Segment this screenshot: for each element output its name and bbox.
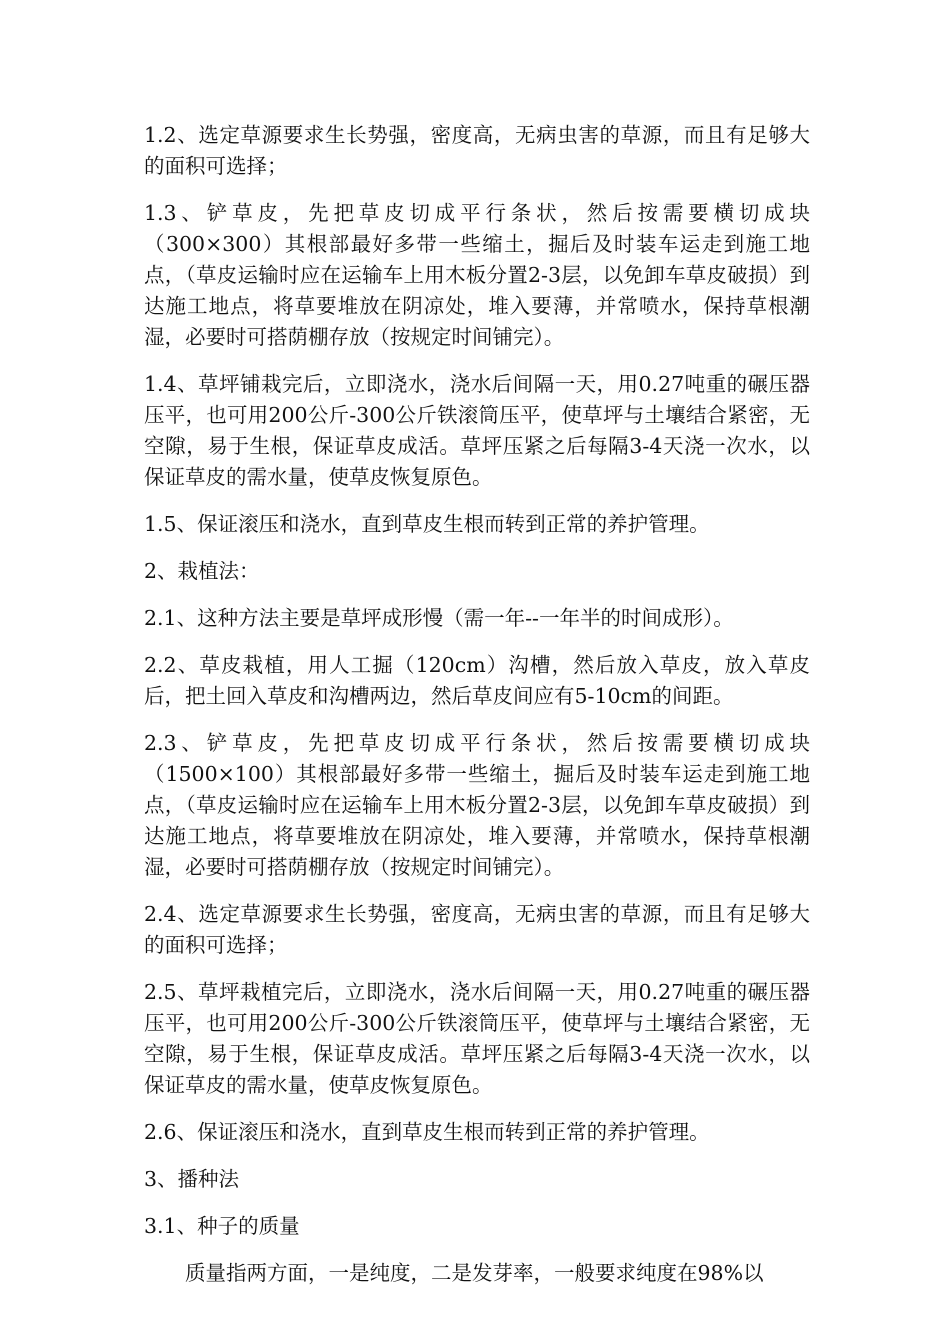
paragraph-2-3: 2.3、铲草皮，先把草皮切成平行条状，然后按需要横切成块（1500×100）其根部最好多带一些缩土，掘后及时装车运走到施工地点，（草皮运输时应在运输车上用木板分置2-3层，以免卸车草皮破损）到达施工地点，将草要堆放在阴凉处，堆入要薄，并常喷水，保持草根潮湿，必要时可搭荫棚存放（按规定时间铺完）。	[144, 731, 810, 879]
paragraph-1-2: 1.2、选定草源要求生长势强，密度高，无病虫害的草源，而且有足够大的面积可选择；	[144, 123, 810, 178]
paragraph-2-6: 2.6、保证滚压和浇水，直到草皮生根而转到正常的养护管理。	[144, 1120, 710, 1144]
paragraph-1-4: 1.4、草坪铺栽完后，立即浇水，浇水后间隔一天，用0.27吨重的碾压器压平，也可用200公斤-300公斤铁滚筒压平，使草坪与土壤结合紧密，无空隙，易于生根，保证草皮成活。草坪压紧之后每隔3-4天浇一次水，以保证草皮的需水量，使草皮恢复原色。	[144, 372, 810, 489]
paragraph-1-3: 1.3、铲草皮，先把草皮切成平行条状，然后按需要横切成块（300×300）其根部最好多带一些缩土，掘后及时装车运走到施工地点，（草皮运输时应在运输车上用木板分置2-3层，以免卸车草皮破损）到达施工地点，将草要堆放在阴凉处，堆入要薄，并常喷水，保持草根潮湿，必要时可搭荫棚存放（按规定时间铺完）。	[144, 201, 810, 349]
paragraph-2-1: 2.1、这种方法主要是草坪成形慢（需一年--一年半的时间成形）。	[144, 606, 734, 630]
paragraph-2-4: 2.4、选定草源要求生长势强，密度高，无病虫害的草源，而且有足够大的面积可选择；	[144, 902, 810, 957]
section-heading-3: 3、播种法	[144, 1167, 240, 1191]
document-body	[144, 120, 810, 1305]
section-heading-2: 2、栽植法：	[144, 559, 260, 583]
paragraph-1-5: 1.5、保证滚压和浇水，直到草皮生根而转到正常的养护管理。	[144, 512, 710, 536]
paragraph-seed-quality: 质量指两方面，一是纯度，二是发芽率，一般要求纯度在98%以	[185, 1261, 764, 1285]
paragraph-2-2: 2.2、草皮栽植，用人工掘（120cm）沟槽，然后放入草皮，放入草皮后，把土回入草皮和沟槽两边，然后草皮间应有5-10cm的间距。	[144, 653, 810, 708]
subsection-heading-3-1: 3.1、种子的质量	[144, 1214, 300, 1238]
paragraph-2-5: 2.5、草坪栽植完后，立即浇水，浇水后间隔一天，用0.27吨重的碾压器压平，也可用200公斤-300公斤铁滚筒压平，使草坪与土壤结合紧密，无空隙，易于生根，保证草皮成活。草坪压紧之后每隔3-4天浇一次水，以保证草皮的需水量，使草皮恢复原色。	[144, 980, 810, 1097]
